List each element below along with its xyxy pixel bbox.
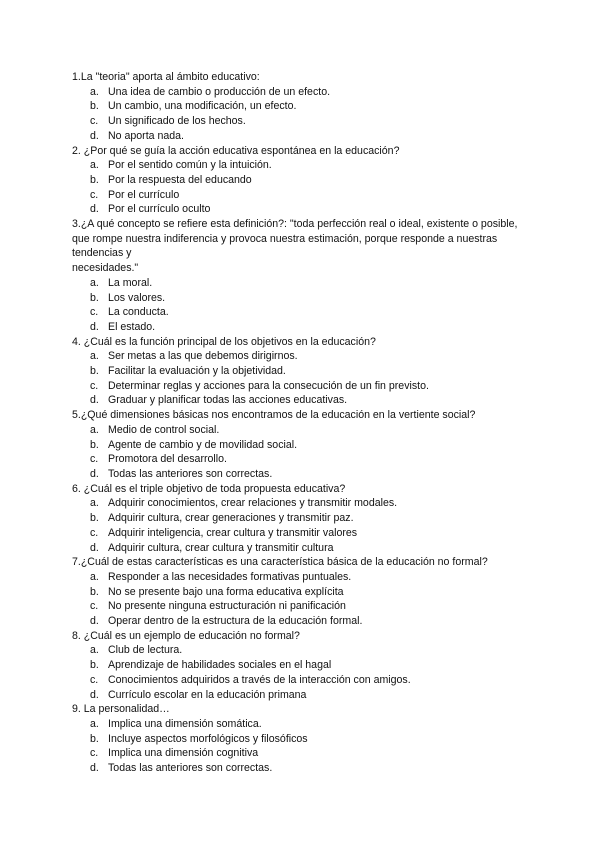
option-letter: b. bbox=[90, 438, 99, 451]
option-text: Adquirir inteligencia, crear cultura y transmitir valores bbox=[108, 526, 358, 539]
answer-option bbox=[72, 349, 524, 364]
answer-option bbox=[72, 761, 524, 776]
option-text: Club de lectura. bbox=[108, 644, 183, 657]
option-letter: d. bbox=[90, 394, 99, 407]
answer-options bbox=[72, 570, 524, 629]
question-7 bbox=[72, 555, 524, 629]
answer-option bbox=[72, 467, 524, 482]
option-letter: a. bbox=[90, 644, 99, 657]
answer-option bbox=[72, 496, 524, 511]
option-letter: b. bbox=[90, 291, 99, 304]
option-text: Implica una dimensión cognitiva bbox=[108, 747, 259, 760]
option-letter: b. bbox=[90, 512, 99, 525]
option-letter: d. bbox=[90, 203, 99, 216]
answer-option bbox=[72, 320, 524, 335]
question-9 bbox=[72, 702, 524, 776]
option-letter: c. bbox=[90, 526, 99, 539]
option-text: Conocimientos adquiridos a través de la interacción con amigos. bbox=[108, 673, 411, 686]
answer-option bbox=[72, 114, 524, 129]
answer-option bbox=[72, 717, 524, 732]
answer-option bbox=[72, 393, 524, 408]
answer-option bbox=[72, 643, 524, 658]
question-1 bbox=[72, 70, 524, 144]
answer-option bbox=[72, 658, 524, 673]
option-text: El estado. bbox=[108, 320, 156, 333]
option-letter: a. bbox=[90, 717, 99, 730]
question-8 bbox=[72, 629, 524, 703]
answer-option bbox=[72, 129, 524, 144]
option-letter: d. bbox=[90, 129, 99, 142]
answer-option bbox=[72, 173, 524, 188]
option-text: Graduar y planificar todas las acciones educativas. bbox=[108, 394, 348, 407]
answer-options bbox=[72, 643, 524, 702]
option-text: Por el currículo bbox=[108, 188, 180, 201]
answer-option bbox=[72, 732, 524, 747]
answer-option bbox=[72, 364, 524, 379]
option-letter: b. bbox=[90, 659, 99, 672]
question-4 bbox=[72, 335, 524, 409]
option-text: Implica una dimensión somática. bbox=[108, 717, 262, 730]
option-text: Ser metas a las que debemos dirigirnos. bbox=[108, 350, 298, 363]
option-letter: c. bbox=[90, 600, 99, 613]
question-text: 8. ¿Cuál es un ejemplo de educación no formal? bbox=[72, 629, 300, 642]
answer-option bbox=[72, 511, 524, 526]
answer-option bbox=[72, 614, 524, 629]
option-letter: b. bbox=[90, 173, 99, 186]
option-text: Adquirir conocimientos, crear relaciones y transmitir modales. bbox=[108, 497, 398, 510]
answer-option bbox=[72, 202, 524, 217]
option-letter: b. bbox=[90, 585, 99, 598]
answer-option bbox=[72, 438, 524, 453]
question-text: 7.¿Cuál de estas características es una característica básica de la educación no formal? bbox=[72, 556, 488, 569]
answer-option bbox=[72, 585, 524, 600]
question-text: 2. ¿Por qué se guía la acción educativa espontánea en la educación? bbox=[72, 144, 400, 157]
answer-option bbox=[72, 688, 524, 703]
option-letter: c. bbox=[90, 379, 99, 392]
option-letter: d. bbox=[90, 467, 99, 480]
option-text: Determinar reglas y acciones para la consecución de un fin previsto. bbox=[108, 379, 429, 392]
question-3 bbox=[72, 217, 524, 335]
question-5 bbox=[72, 408, 524, 482]
option-letter: b. bbox=[90, 100, 99, 113]
answer-option bbox=[72, 599, 524, 614]
answer-option bbox=[72, 305, 524, 320]
option-letter: b. bbox=[90, 365, 99, 378]
answer-option bbox=[72, 452, 524, 467]
answer-option bbox=[72, 99, 524, 114]
answer-option bbox=[72, 276, 524, 291]
answer-options bbox=[72, 349, 524, 408]
question-text: 1.La "teoria" aporta al ámbito educativo: bbox=[72, 71, 260, 83]
answer-options bbox=[72, 717, 524, 776]
question-text: 5.¿Qué dimensiones básicas nos encontramos de la educación en la vertiente social? bbox=[72, 409, 476, 422]
answer-option bbox=[72, 570, 524, 585]
option-text: Adquirir cultura, crear generaciones y transmitir paz. bbox=[108, 512, 354, 525]
option-letter: d. bbox=[90, 762, 99, 775]
option-letter: a. bbox=[90, 570, 99, 583]
option-letter: c. bbox=[90, 453, 99, 466]
answer-option bbox=[72, 158, 524, 173]
question-text: 3.¿A qué concepto se refiere esta definición?: "toda perfección real o ideal, existente o posible, que rompe nuestra indiferencia y provoca nuestra estimación, porque responde a nuestras tendencias y necesidades." bbox=[72, 218, 518, 275]
option-letter: a. bbox=[90, 497, 99, 510]
answer-option bbox=[72, 673, 524, 688]
answer-option bbox=[72, 746, 524, 761]
option-letter: b. bbox=[90, 732, 99, 745]
option-text: Aprendizaje de habilidades sociales en el hagal bbox=[108, 659, 332, 672]
option-letter: d. bbox=[90, 320, 99, 333]
option-letter: a. bbox=[90, 350, 99, 363]
option-text: No presente ninguna estructuración ni panificación bbox=[108, 600, 346, 613]
option-text: La moral. bbox=[108, 276, 153, 289]
option-letter: a. bbox=[90, 85, 99, 98]
option-letter: a. bbox=[90, 276, 99, 289]
option-text: Todas las anteriores son correctas. bbox=[108, 762, 273, 775]
option-letter: c. bbox=[90, 306, 99, 319]
option-text: Por la respuesta del educando bbox=[108, 173, 252, 186]
option-letter: a. bbox=[90, 159, 99, 172]
answer-option bbox=[72, 379, 524, 394]
question-text: 6. ¿Cuál es el triple objetivo de toda propuesta educativa? bbox=[72, 482, 346, 495]
option-text: Por el sentido común y la intuición. bbox=[108, 159, 272, 172]
option-text: Agente de cambio y de movilidad social. bbox=[108, 438, 298, 451]
option-text: Responder a las necesidades formativas puntuales. bbox=[108, 570, 352, 583]
answer-options bbox=[72, 496, 524, 555]
option-text: Facilitar la evaluación y la objetividad. bbox=[108, 365, 286, 378]
answer-options bbox=[72, 158, 524, 217]
answer-option bbox=[72, 526, 524, 541]
option-text: No se presente bajo una forma educativa explícita bbox=[108, 585, 344, 598]
option-text: Promotora del desarrollo. bbox=[108, 453, 227, 466]
answer-option bbox=[72, 291, 524, 306]
answer-option bbox=[72, 85, 524, 100]
question-6 bbox=[72, 482, 524, 556]
option-letter: d. bbox=[90, 541, 99, 554]
answer-options bbox=[72, 276, 524, 335]
option-letter: c. bbox=[90, 673, 99, 686]
question-text: 4. ¿Cuál es la función principal de los objetivos en la educación? bbox=[72, 335, 376, 348]
option-text: Un cambio, una modificación, un efecto. bbox=[108, 100, 297, 113]
option-text: Adquirir cultura, crear cultura y transmitir cultura bbox=[108, 541, 334, 554]
option-text: No aporta nada. bbox=[108, 129, 184, 142]
option-text: Una idea de cambio o producción de un efecto. bbox=[108, 85, 331, 98]
option-text: Operar dentro de la estructura de la educación formal. bbox=[108, 615, 363, 628]
answer-options bbox=[72, 85, 524, 144]
option-letter: c. bbox=[90, 188, 99, 201]
option-text: Un significado de los hechos. bbox=[108, 115, 246, 128]
answer-option bbox=[72, 188, 524, 203]
answer-option bbox=[72, 423, 524, 438]
answer-option bbox=[72, 541, 524, 556]
question-text: 9. La personalidad… bbox=[72, 703, 170, 716]
option-text: Por el currículo oculto bbox=[108, 203, 211, 216]
option-letter: a. bbox=[90, 423, 99, 436]
question-2 bbox=[72, 144, 524, 218]
option-text: Medio de control social. bbox=[108, 423, 220, 436]
option-letter: d. bbox=[90, 615, 99, 628]
option-text: Todas las anteriores son correctas. bbox=[108, 467, 273, 480]
question-list bbox=[72, 70, 524, 776]
option-letter: c. bbox=[90, 747, 99, 760]
option-text: Currículo escolar en la educación primana bbox=[108, 688, 307, 701]
option-letter: d. bbox=[90, 688, 99, 701]
option-text: La conducta. bbox=[108, 306, 169, 319]
option-text: Los valores. bbox=[108, 291, 166, 304]
option-letter: c. bbox=[90, 115, 99, 128]
option-text: Incluye aspectos morfológicos y filosóficos bbox=[108, 732, 308, 745]
answer-options bbox=[72, 423, 524, 482]
